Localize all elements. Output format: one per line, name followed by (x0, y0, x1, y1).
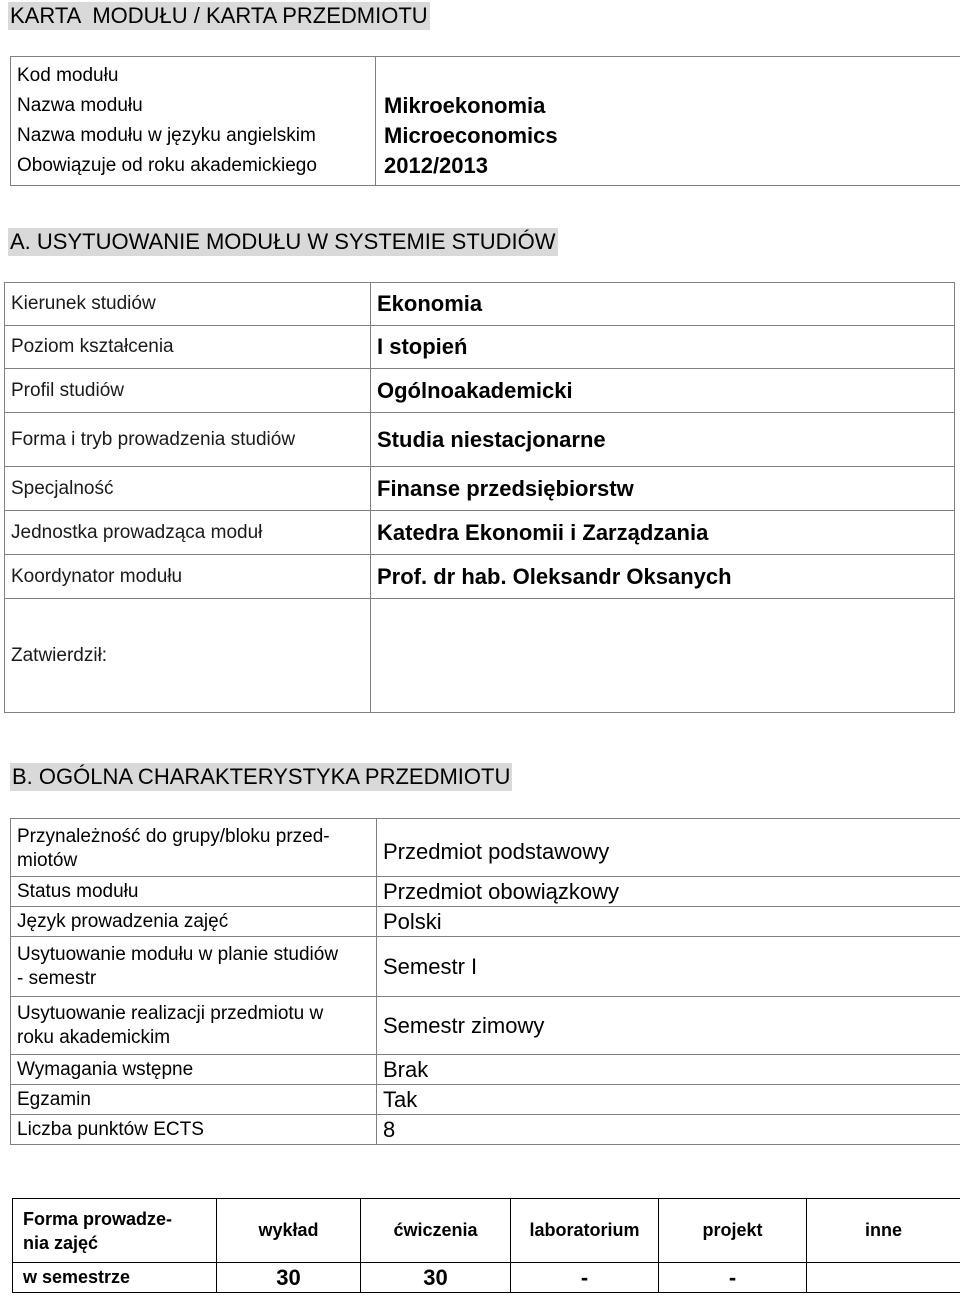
module-code-value (384, 61, 952, 91)
ects-label: Liczba punktów ECTS (11, 1115, 377, 1145)
academic-year-value: Semestr zimowy (377, 997, 960, 1055)
module-labels-cell (11, 57, 376, 186)
semester-value: Semestr I (377, 937, 960, 997)
semester-label: Usytuowanie modułu w planie studiów - semestr (11, 937, 377, 997)
other-header: inne (807, 1199, 960, 1263)
prerequisites-value: Brak (377, 1055, 960, 1085)
laboratory-hours: - (511, 1263, 659, 1293)
coordinator-label: Koordynator modułu (5, 555, 371, 599)
approved-value (371, 599, 955, 713)
language-label: Język prowadzenia zajęć (11, 907, 377, 937)
module-name-en-value: Microeconomics (384, 123, 558, 148)
language-value: Polski (377, 907, 960, 937)
valid-from-value: 2012/2013 (384, 153, 488, 178)
section-b-table (10, 818, 960, 1145)
education-level-label: Poziom kształcenia (5, 326, 371, 369)
study-profile-value: Ogólnoakademicki (371, 369, 955, 413)
project-header: projekt (659, 1199, 807, 1263)
class-forms-table (12, 1198, 960, 1293)
ects-value: 8 (377, 1115, 960, 1145)
laboratory-header: laboratorium (511, 1199, 659, 1263)
exercises-hours: 30 (361, 1263, 511, 1293)
coordinator-value: Prof. dr hab. Oleksandr Oksanych (371, 555, 955, 599)
module-info-table (10, 56, 960, 186)
section-b-heading: B. OGÓLNA CHARAKTERYSTYKA PRZEDMIOTU (12, 764, 511, 789)
education-level-value: I stopień (371, 326, 955, 369)
per-semester-label: w semestrze (13, 1263, 217, 1293)
study-form-label: Forma i tryb prowadzenia studiów (5, 413, 371, 467)
prerequisites-label: Wymagania wstępne (11, 1055, 377, 1085)
other-hours (807, 1263, 960, 1293)
project-hours: - (659, 1263, 807, 1293)
module-name-label: Nazwa modułu (17, 95, 143, 116)
specialty-value: Finanse przedsiębiorstw (371, 467, 955, 511)
document-title: KARTA MODUŁU / KARTA PRZEDMIOTU (10, 3, 428, 28)
group-value: Przedmiot podstawowy (377, 819, 960, 877)
academic-year-label: Usytuowanie realizacji przedmiotu w roku akademickim (11, 997, 377, 1055)
study-profile-label: Profil studiów (5, 369, 371, 413)
module-name-value: Mikroekonomia (384, 93, 546, 118)
group-label: Przynależność do grupy/bloku przed- miotów (11, 819, 377, 877)
exam-label: Egzamin (11, 1085, 377, 1115)
exercises-header: ćwiczenia (361, 1199, 511, 1263)
section-a-heading: A. USYTUOWANIE MODUŁU W SYSTEMIE STUDIÓW (10, 229, 556, 254)
valid-from-label: Obowiązuje od roku akademickiego (17, 155, 317, 176)
unit-label: Jednostka prowadząca moduł (5, 511, 371, 555)
lecture-hours: 30 (217, 1263, 361, 1293)
exam-value: Tak (377, 1085, 960, 1115)
unit-value: Katedra Ekonomii i Zarządzania (371, 511, 955, 555)
approved-label: Zatwierdził: (5, 599, 371, 713)
module-values-cell (376, 57, 960, 186)
status-label: Status modułu (11, 877, 377, 907)
status-value: Przedmiot obowiązkowy (377, 877, 960, 907)
module-name-en-label: Nazwa modułu w języku angielskim (17, 125, 316, 146)
specialty-label: Specjalność (5, 467, 371, 511)
section-a-table (4, 282, 955, 713)
module-code-label: Kod modułu (17, 65, 119, 86)
study-form-value: Studia niestacjonarne (371, 413, 955, 467)
field-of-study-label: Kierunek studiów (5, 283, 371, 326)
forms-header-label: Forma prowadze- nia zajęć (13, 1199, 217, 1263)
lecture-header: wykład (217, 1199, 361, 1263)
field-of-study-value: Ekonomia (371, 283, 955, 326)
